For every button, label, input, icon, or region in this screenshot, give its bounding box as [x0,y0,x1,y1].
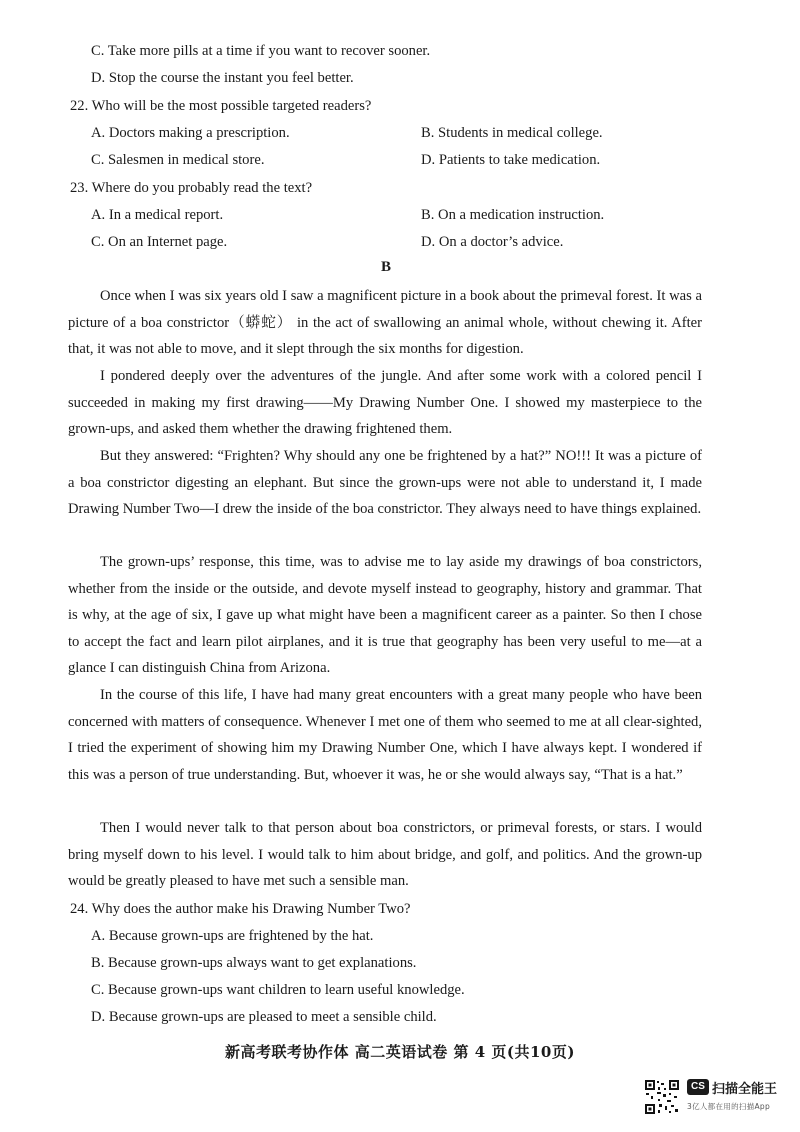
q23-option-b: B. On a medication instruction. [421,207,605,223]
page-footer: 新高考联考协作体 高二英语试卷 第 4 页(共10页) [225,1043,575,1061]
q22-option-b: B. Students in medical college. [421,125,603,141]
q22-option-d: D. Patients to take medication. [421,152,601,168]
question-23: 23. Where do you probably read the text? [70,180,313,196]
camscanner-tagline: 3亿人都在用的扫描App [687,1102,771,1111]
section-label: B [381,259,392,275]
q24-option-c: C. Because grown-ups want children to learn useful knowledge. [91,982,465,998]
camscanner-name: 扫描全能王 [712,1082,778,1097]
passage-paragraph-4: The grown-ups’ response, this time, was to advise me to lay aside my drawings of boa constrictors, whether from the inside or the outside, and devote myself instead to geography, history and grammar. That is why, at the age of six, I gave up what might have been a magnificent career as a painter. So then I chose to accept the fact and learn pilot airplanes, and it is true that geography has been very useful to me—at a glance I can distinguish China from Arizona. [68,554,702,677]
option-prev-d: D. Stop the course the instant you feel better. [91,70,354,86]
camscanner-logo-icon: CS [687,1079,709,1095]
option-prev-c: C. Take more pills at a time if you want to recover sooner. [91,43,431,59]
passage-paragraph-3: But they answered: “Frighten? Why should any one be frightened by a hat?” NO!!! It was a picture of a boa constrictor digesting an elephant. But since the grown-ups were not able to understand it, I made Drawing Number Two—I drew the inside of the boa constrictor. They always need to have things explained. [68,448,702,518]
q22-option-a: A. Doctors making a prescription. [91,125,290,141]
question-24: 24. Why does the author make his Drawing Number Two? [70,901,411,917]
passage-paragraph-2: I pondered deeply over the adventures of the jungle. And after some work with a colored pencil I succeeded in making my first drawing——My Drawing Number One. I showed my masterpiece to the grown-ups, and asked them whether the drawing frightened them. [68,368,702,438]
q23-option-a: A. In a medical report. [91,207,224,223]
q24-option-a: A. Because grown-ups are frightened by the hat. [91,928,374,944]
passage-paragraph-6: Then I would never talk to that person about boa constrictors, or primeval forests, or stars. I would bring myself down to his level. I would talk to him about bridge, and golf, and politics. And the grown-up would be greatly pleased to have met such a sensible man. [68,820,702,890]
qr-code-icon [644,1079,680,1115]
q23-option-c: C. On an Internet page. [91,234,228,250]
passage-paragraph-5: In the course of this life, I have had many great encounters with a great many people who have been concerned with matters of consequence. Whenever I met one of them who seemed to me at all clear-sighted, I tried the experiment of showing him my Drawing Number One, which I have always kept. I wondered if this was a person of true understanding. But, whoever it was, he or she would always say, “That is a hat.” [68,687,702,783]
q24-option-d: D. Because grown-ups are pleased to meet a sensible child. [91,1009,437,1025]
question-22: 22. Who will be the most possible targeted readers? [70,98,372,114]
passage-paragraph-1: Once when I was six years old I saw a magnificent picture in a book about the primeval forest. It was a picture of a boa constrictor（蟒蛇） in the act of swallowing an animal whole, without chewing it. After that, it was not able to move, and it slept through the six months for digestion. [68,288,702,358]
q23-option-d: D. On a doctor’s advice. [421,234,564,250]
q24-option-b: B. Because grown-ups always want to get explanations. [91,955,417,971]
q22-option-c: C. Salesmen in medical store. [91,152,265,168]
